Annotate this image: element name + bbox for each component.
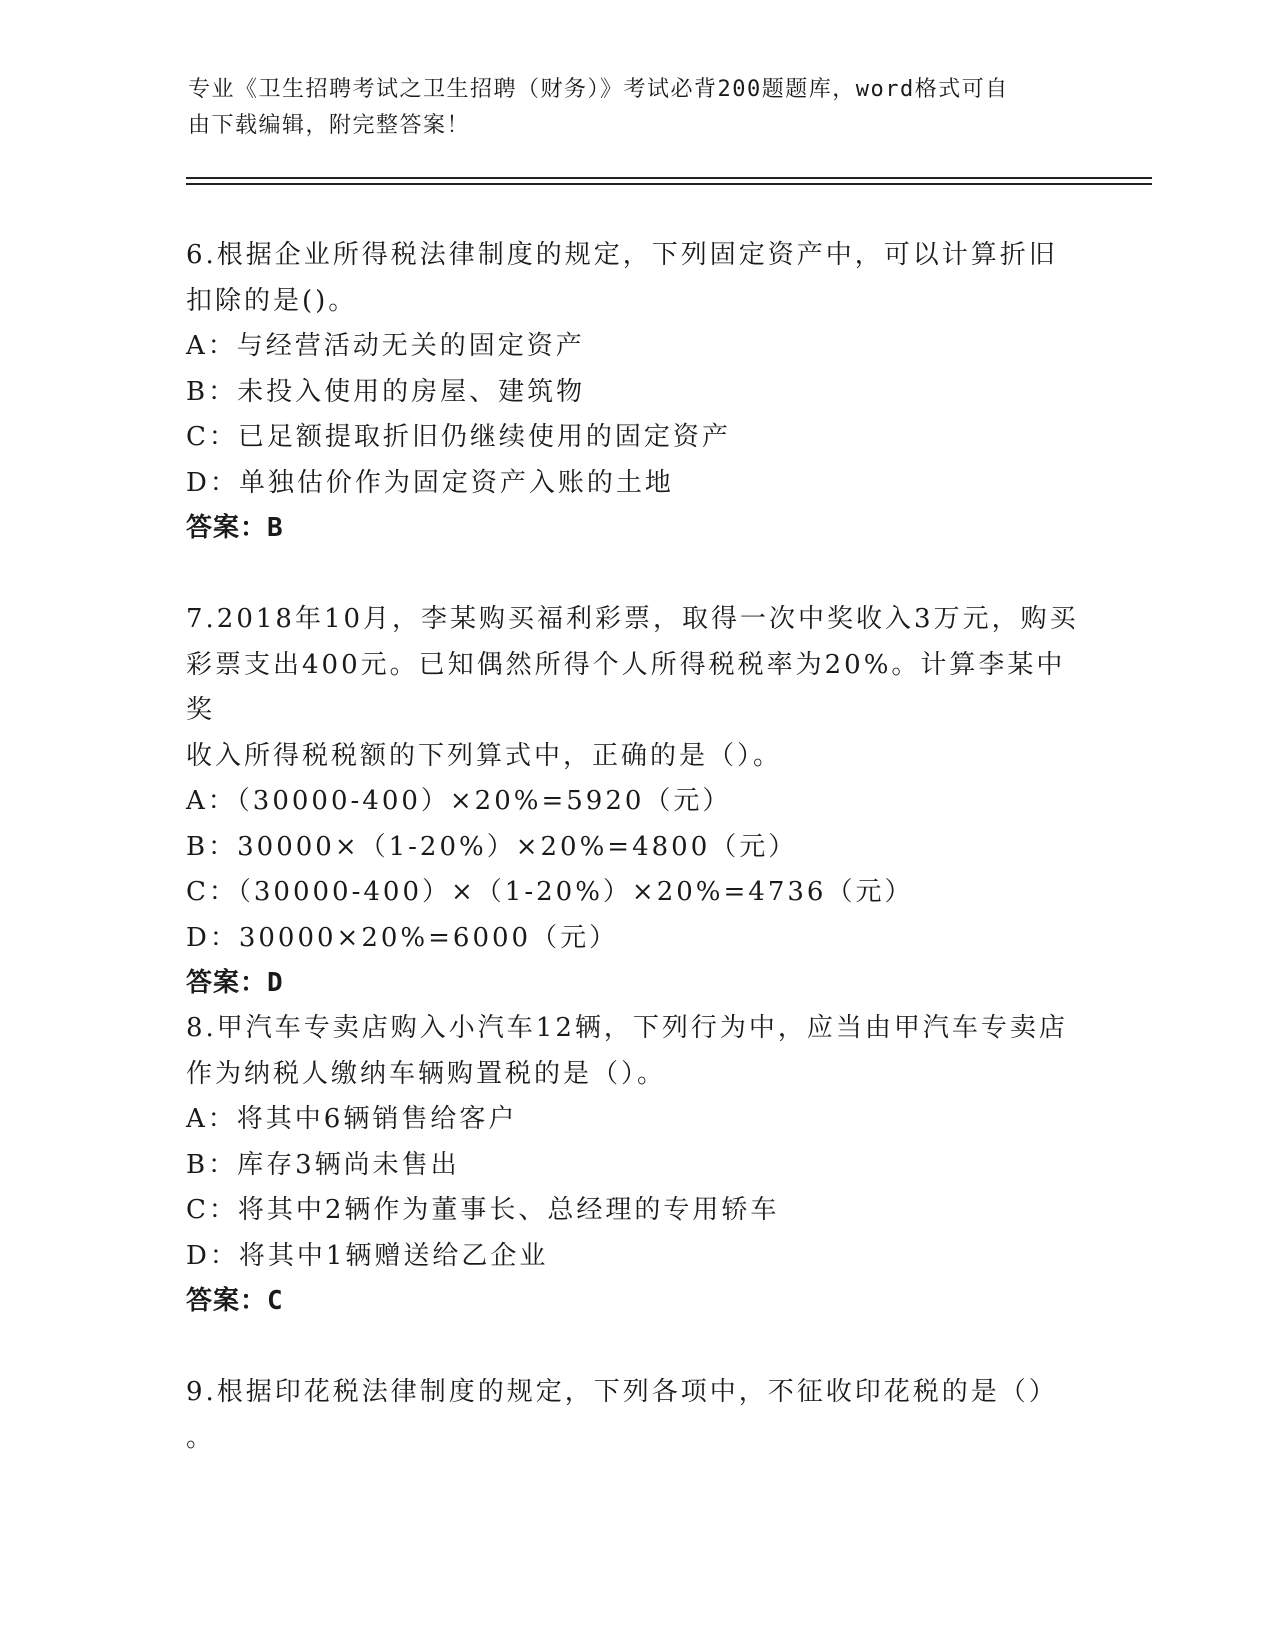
question-stem-line: 收入所得税税额的下列算式中，正确的是（）。 (186, 740, 783, 771)
header-divider-bottom (186, 183, 1152, 185)
header-line-2: 由下载编辑，附完整答案！ (188, 113, 471, 138)
option-b: B：30000×（1-20%）×20%=4800（元） (186, 831, 798, 862)
header-divider-top (186, 177, 1152, 179)
option-a: A：将其中6辆销售给客户 (186, 1104, 518, 1134)
question-stem-line: 6.根据企业所得税法律制度的规定，下列固定资产中，可以计算折旧 (186, 240, 1058, 270)
option-c: C：将其中2辆作为董事长、总经理的专用轿车 (186, 1195, 780, 1225)
answer-label: 答案：C (186, 1286, 284, 1316)
option-a: A：与经营活动无关的固定资产 (186, 331, 585, 361)
header-line-1: 专业《卫生招聘考试之卫生招聘（财务）》考试必背200题题库，word格式可自 (188, 77, 1009, 102)
answer-label: 答案：B (186, 513, 284, 543)
option-a: A：（30000-400）×20%=5920（元） (186, 786, 732, 816)
question-stem-line: 9.根据印花税法律制度的规定，下列各项中，不征收印花税的是（） (186, 1377, 1058, 1407)
option-d: D：30000×20%=6000（元） (186, 922, 619, 953)
option-d: D：将其中1辆赠送给乙企业 (186, 1240, 549, 1271)
question-stem-line: 作为纳税人缴纳车辆购置税的是（）。 (186, 1058, 667, 1089)
question-stem-line: 彩票支出400元。已知偶然所得个人所得税税率为20%。计算李某中奖 (186, 649, 1066, 725)
document-header (188, 72, 1088, 144)
option-d: D：单独估价作为固定资产入账的土地 (186, 467, 674, 498)
question-6 (186, 233, 1086, 552)
question-8 (186, 1006, 1086, 1325)
answer-label: 答案：D (186, 968, 284, 998)
question-7 (186, 597, 1086, 1007)
option-b: B：未投入使用的房屋、建筑物 (186, 376, 586, 407)
question-stem-line: 7.2018年10月，李某购买福利彩票，取得一次中奖收入3万元，购买 (186, 604, 1079, 634)
question-9 (186, 1370, 1086, 1461)
option-c: C：（30000-400）×（1-20%）×20%=4736（元） (186, 877, 914, 907)
question-stem-line: 。 (186, 1422, 216, 1453)
question-stem-line: 扣除的是()。 (186, 285, 358, 316)
option-b: B：库存3辆尚未售出 (186, 1149, 460, 1180)
question-stem-line: 8.甲汽车专卖店购入小汽车12辆，下列行为中，应当由甲汽车专卖店 (186, 1013, 1068, 1043)
option-c: C：已足额提取折旧仍继续使用的固定资产 (186, 422, 731, 452)
